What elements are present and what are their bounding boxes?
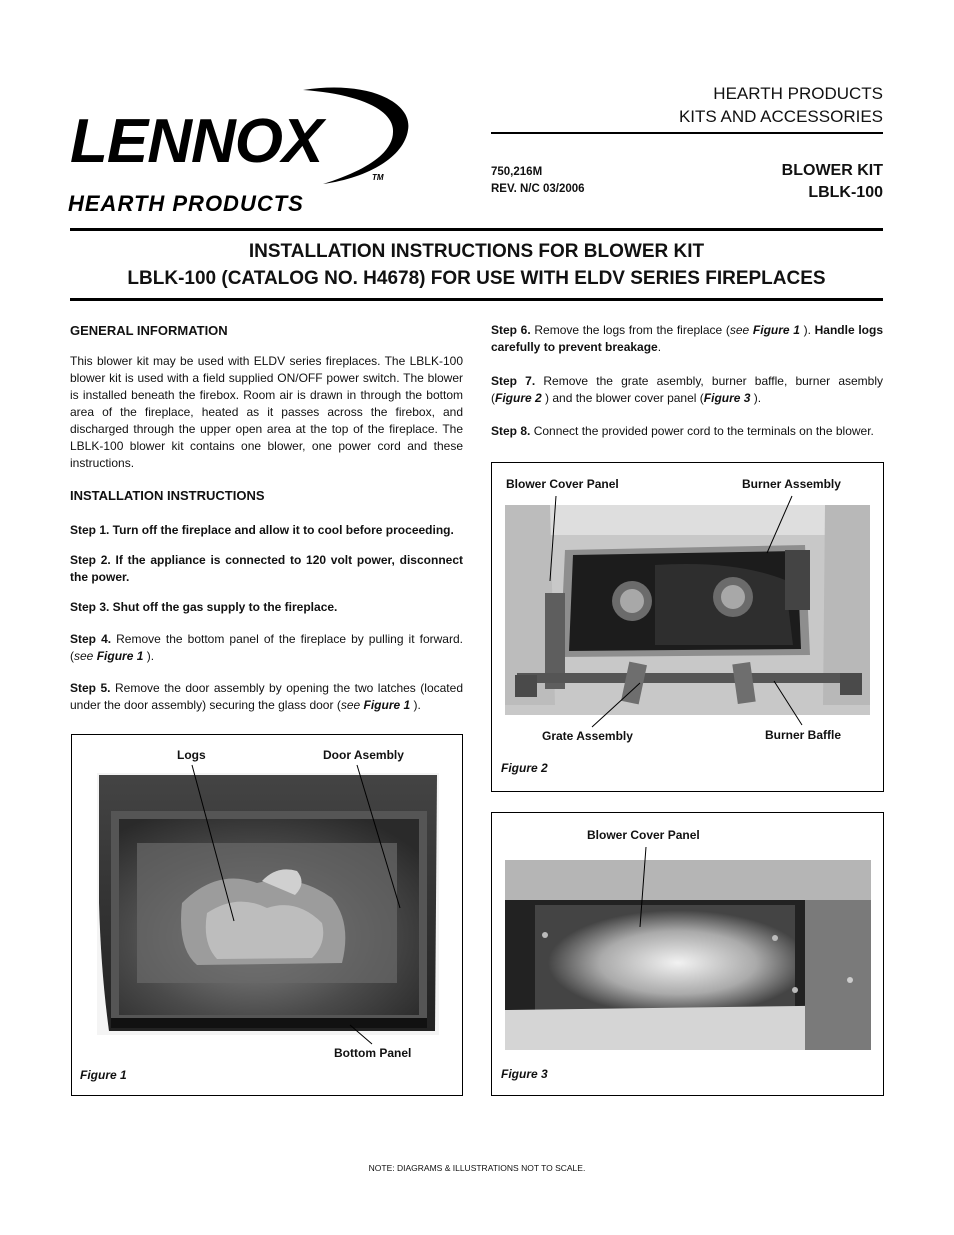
kit-line-2: LBLK-100 <box>808 184 883 201</box>
label-blower-cover-panel: Blower Cover Panel <box>506 477 619 491</box>
step-8: Step 8. Connect the provided power cord to the terminals on the blower. <box>491 424 874 438</box>
figure-1-caption: Figure 1 <box>80 1068 127 1082</box>
step-1: Step 1. Turn off the fireplace and allow it to cool before proceeding. <box>70 523 454 537</box>
logo-subtitle: HEARTH PRODUCTS <box>68 191 304 216</box>
label-logs: Logs <box>177 748 206 762</box>
footer-note: NOTE: DIAGRAMS & ILLUSTRATIONS NOT TO SCALE. <box>368 1163 586 1173</box>
step-5: Step 5. Remove the door assembly by opening the two latches (located under the door assembly) securing the glass door (see Figure 1 ). <box>70 681 463 712</box>
install-heading: INSTALLATION INSTRUCTIONS <box>70 488 265 503</box>
document-number-block <box>491 164 585 198</box>
figure-3 <box>491 812 884 1096</box>
header-product-line <box>600 82 883 128</box>
step-3: Step 3. Shut off the gas supply to the fireplace. <box>70 600 338 614</box>
header-line-1: HEARTH PRODUCTS <box>713 84 883 103</box>
left-column <box>70 322 463 714</box>
step-2: Step 2. If the appliance is connected to 120 volt power, disconnect the power. <box>70 553 463 584</box>
right-column <box>491 322 883 440</box>
label-bottom-panel: Bottom Panel <box>334 1046 412 1060</box>
label-grate-assembly: Grate Assembly <box>542 729 633 743</box>
figure-2-leaders <box>492 463 885 793</box>
figure-2-caption: Figure 2 <box>501 761 548 775</box>
lennox-logo <box>68 82 413 217</box>
title-bottom-rule <box>70 298 883 301</box>
figure-1-leaders <box>72 735 464 1097</box>
general-heading: GENERAL INFORMATION <box>70 323 228 338</box>
title-line-2: LBLK-100 (CATALOG NO. H4678) FOR USE WITH ELDV SERIES FIREPLACES <box>127 268 826 289</box>
label-blower-cover-panel-3: Blower Cover Panel <box>587 828 700 842</box>
figure-1 <box>71 734 463 1096</box>
header-divider <box>491 132 883 134</box>
label-burner-assembly: Burner Assembly <box>742 477 841 491</box>
header-line-2: KITS AND ACCESSORIES <box>678 107 883 126</box>
logo-tm: TM <box>372 173 384 182</box>
step-7: Step 7. Remove the grate asembly, burner baffle, burner asembly (Figure 2 ) and the blower cover panel (Figure 3 ). <box>491 374 883 405</box>
figure-3-caption: Figure 3 <box>501 1067 548 1081</box>
title-line-1: INSTALLATION INSTRUCTIONS FOR BLOWER KIT <box>248 241 705 262</box>
figure-3-leaders <box>492 813 885 1097</box>
kit-line-1: BLOWER KIT <box>781 162 883 179</box>
kit-name-block <box>700 160 883 204</box>
document-number: 750,216M <box>491 166 543 178</box>
figure-2 <box>491 462 884 792</box>
label-burner-baffle: Burner Baffle <box>765 728 842 742</box>
logo-wordmark: LENNOX <box>70 107 323 176</box>
title-top-rule <box>70 228 883 231</box>
revision: REV. N/C 03/2006 <box>491 183 585 195</box>
label-door-assembly: Door Asembly <box>323 748 404 762</box>
page-title <box>70 238 883 292</box>
step-4: Step 4. Remove the bottom panel of the fireplace by pulling it forward. (see Figure 1 ). <box>70 632 463 663</box>
general-body: This blower kit may be used with ELDV series fireplaces. The LBLK-100 blower kit is used with a field supplied ON/OFF power switch. The blower is installed beneath the firebox. Room air is drawn in through the bottom area of the fireplace, heated as it passes across the firebox, and discharged through the upper open area at the top of the fireplace. The LBLK-100 blower kit contains one blower, one power cord and these instructions. <box>70 354 463 470</box>
step-6: Step 6. Remove the logs from the fireplace (see Figure 1 ). Handle logs carefully to prevent breakage. <box>491 323 883 354</box>
